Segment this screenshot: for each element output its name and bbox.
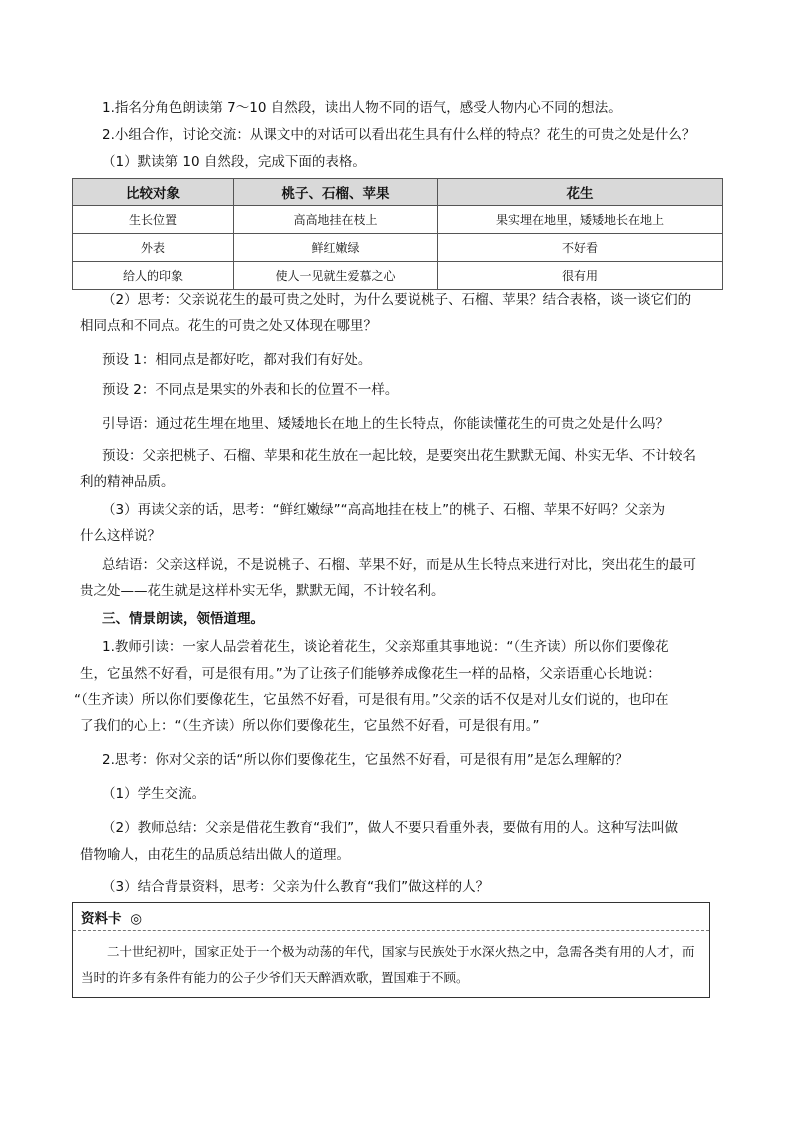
table-row — [73, 262, 723, 290]
paragraph-line: 总结语：父亲这样说，不是说桃子、石榴、苹果不好，而是从生长特点来进行对比，突出花生的最可 — [102, 557, 696, 573]
table-cell: 外表 — [73, 234, 234, 262]
resource-card — [72, 902, 710, 998]
card-divider — [73, 930, 709, 931]
table-cell: 使人一见就生爱慕之心 — [234, 262, 438, 290]
paragraph-line: “（生齐读）所以你们要像花生，它虽然不好看，可是很有用。”父亲的话不仅是对儿女们说的，也印在 — [74, 692, 669, 708]
table-cell: 不好看 — [438, 234, 723, 262]
bullseye-icon: ◎ — [130, 911, 142, 927]
table-cell: 给人的印象 — [73, 262, 234, 290]
paragraph-line: （1）默读第 10 自然段，完成下面的表格。 — [102, 154, 366, 170]
card-title — [81, 907, 142, 927]
table-header-row — [73, 179, 723, 206]
table-cell: 生长位置 — [73, 206, 234, 234]
paragraph-line: 了我们的心上：“（生齐读）所以你们要像花生，它虽然不好看，可是很有用。” — [80, 718, 540, 734]
card-text — [81, 939, 701, 991]
comparison-table — [72, 178, 723, 290]
table-cell: 高高地挂在枝上 — [234, 206, 438, 234]
paragraph-line: 贵之处——花生就是这样朴实无华，默默无闻，不计较名利。 — [80, 583, 445, 599]
paragraph-line: 利的精神品质。 — [80, 474, 175, 490]
paragraph-line: 引导语：通过花生埋在地里、矮矮地长在地上的生长特点，你能读懂花生的可贵之处是什么吗？ — [102, 416, 669, 432]
table-row — [73, 206, 723, 234]
card-title-text: 资料卡 — [81, 911, 122, 927]
paragraph-line: 预设 2：不同点是果实的外表和长的位置不一样。 — [102, 382, 399, 398]
table-cell: 很有用 — [438, 262, 723, 290]
paragraph-line: （3）再读父亲的话，思考：“鲜红嫩绿”“高高地挂在枝上”的桃子、石榴、苹果不好吗？父亲为 — [102, 502, 666, 518]
paragraph-line: 2.思考：你对父亲的话“所以你们要像花生，它虽然不好看，可是很有用”是怎么理解的？ — [102, 752, 629, 768]
paragraph-line: （3）结合背景资料，思考：父亲为什么教育“我们”做这样的人？ — [102, 879, 490, 895]
paragraph-line: 1.教师引读：一家人品尝着花生，谈论着花生，父亲郑重其事地说：“（生齐读）所以你们要像花 — [102, 639, 669, 655]
paragraph-line: 相同点和不同点。花生的可贵之处又体现在哪里？ — [80, 318, 377, 334]
card-body: 二十世纪初叶，国家正处于一个极为动荡的年代，国家与民族处于水深火热之中，急需各类有用的人才，而当时的许多有条件有能力的公子少爷们天天醉酒欢歌，置国难于不顾。 — [81, 944, 695, 985]
table-cell: 鲜红嫩绿 — [234, 234, 438, 262]
paragraph-line: （2）教师总结：父亲是借花生教育“我们”，做人不要只看重外表，要做有用的人。这种写法叫做 — [102, 820, 679, 836]
paragraph-line: 2.小组合作，讨论交流：从课文中的对话可以看出花生具有什么样的特点？花生的可贵之处是什么？ — [102, 127, 696, 143]
table-cell: 果实埋在地里，矮矮地长在地上 — [438, 206, 723, 234]
paragraph-line: （2）思考：父亲说花生的最可贵之处时，为什么要说桃子、石榴、苹果？结合表格，谈一谈它们的 — [102, 292, 692, 308]
paragraph-line: （1）学生交流。 — [102, 786, 206, 802]
paragraph-line: 借物喻人，由花生的品质总结出做人的道理。 — [80, 847, 350, 863]
table-header-cell: 桃子、石榴、苹果 — [234, 179, 438, 206]
table-header-cell: 花生 — [438, 179, 723, 206]
table-header-cell: 比较对象 — [73, 179, 234, 206]
table-row — [73, 234, 723, 262]
paragraph-line: 1.指名分角色朗读第 7～10 自然段，读出人物不同的语气，感受人物内心不同的想法。 — [102, 100, 622, 116]
paragraph-line: 什么这样说？ — [80, 528, 161, 544]
paragraph-line: 预设：父亲把桃子、石榴、苹果和花生放在一起比较，是要突出花生默默无闻、朴实无华、不计较名 — [102, 448, 696, 464]
section-heading: 三、情景朗读，领悟道理。 — [102, 611, 264, 627]
paragraph-line: 预设 1：相同点是都好吃，都对我们有好处。 — [102, 352, 372, 368]
paragraph-line: 生，它虽然不好看，可是很有用。”为了让孩子们能够养成像花生一样的品格，父亲语重心长地说： — [80, 666, 661, 682]
